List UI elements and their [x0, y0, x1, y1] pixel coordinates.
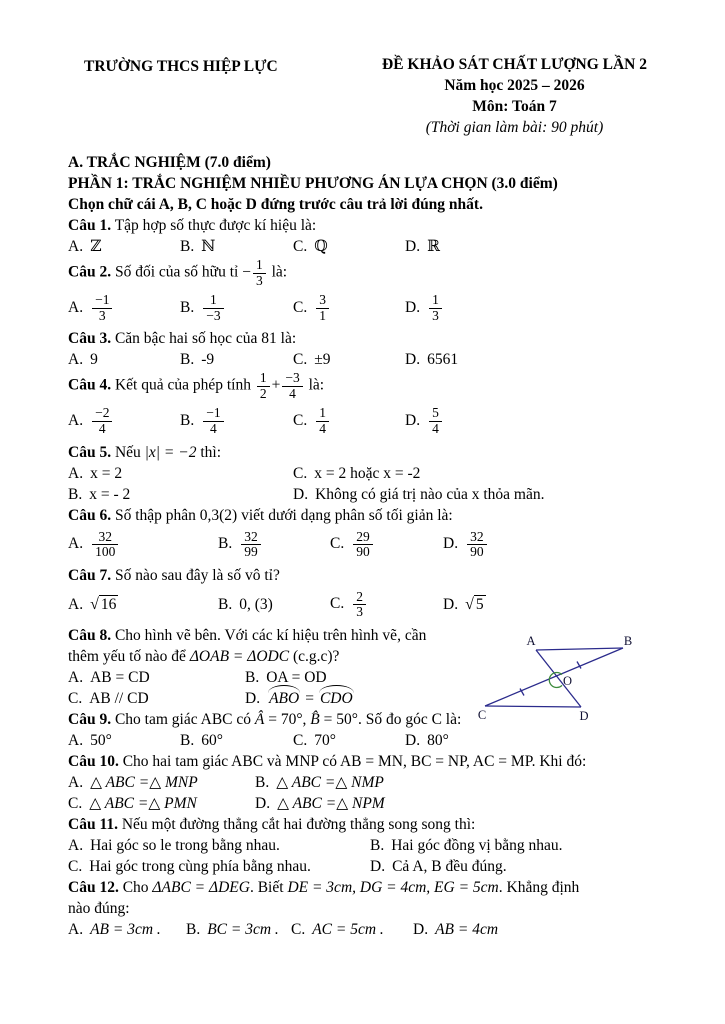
option-d: D. $\frac{1}{3}$	[405, 292, 675, 324]
option-d: D. $\frac{5}{4}$	[405, 405, 675, 437]
option-a: A. $\frac{-1}{3}$	[68, 292, 180, 324]
fraction: $\frac{-1}{4}$	[203, 406, 223, 436]
option-d: D. △ ABC =△ NPM	[255, 794, 385, 812]
option-d: D. Không có giá trị nào của x thỏa mãn.	[293, 485, 545, 503]
question-7: Câu 7. Số nào sau đây là số vô tỉ? A. √ 16 B. 0, (3) C. $\frac{2}{3}$ D. √ 5	[68, 565, 675, 625]
option-c: C. △ ABC =△ PMN	[68, 794, 197, 812]
question-8: Câu 8. Cho hình vẽ bên. Với các kí hiệu trên hình vẽ, cần thêm yếu tố nào để ΔOAB = ΔODC (c.g.c)? A. AB = CD B. OA = OD C. AB // CD D. ABO = CDO A B C D O	[68, 625, 675, 709]
fraction: $\frac{1}{-3}$	[203, 293, 223, 323]
options-row	[68, 835, 675, 856]
minus-sign: −	[242, 263, 251, 281]
fraction: $\frac{-3}{4}$	[282, 371, 302, 401]
option-a: A. 50°	[68, 731, 112, 749]
options-row	[68, 463, 675, 484]
question-2: Câu 2. Số đối của số hữu tỉ − $\frac{1}{3}$ là: A. $\frac{-1}{3}$ B. $\frac{1}{-3}$ C. $\frac{3}{1}$ D. $\frac{1}{3}$	[68, 257, 675, 328]
segment-cd	[485, 706, 581, 707]
options-row	[68, 919, 675, 940]
option-b: B. 0, (3)	[218, 596, 273, 614]
school-name: TRƯỜNG THCS HIỆP LỰC	[84, 58, 278, 75]
option-c: C. $\frac{29}{90}$	[330, 529, 443, 561]
option-a: A. ℤ	[68, 238, 102, 255]
question-12: Câu 12. Cho ΔABC = ΔDEG. Biết DE = 3cm, DG = 4cm, EG = 5cm. Khẳng định nào đúng: A. AB = 3cm . B. BC = 3cm . C. AC = 5cm . D. AB = 4cm	[68, 877, 675, 940]
subject: Môn: Toán 7	[472, 98, 557, 115]
segment-cb	[485, 648, 623, 706]
fraction: $\frac{-1}{3}$	[92, 293, 112, 323]
options-row	[68, 349, 675, 370]
option-c: C. AC = 5cm .	[291, 920, 384, 938]
question-11: Câu 11. Nếu một đường thẳng cắt hai đường thẳng song song thì: A. Hai góc so le trong bằng nhau. B. Hai góc đồng vị bằng nhau. C. Hai góc trong cùng phía bằng nhau. D. Cả A, B đều đúng.	[68, 814, 675, 877]
fraction: $\frac{2}{3}$	[353, 590, 366, 620]
options-row	[68, 856, 675, 877]
option-d: D. 80°	[405, 731, 449, 749]
option-b: B. Hai góc đồng vị bằng nhau.	[370, 836, 563, 854]
angle-arc: CDO	[319, 689, 353, 707]
option-b: B. 60°	[180, 731, 223, 749]
options-row	[68, 688, 498, 709]
options-row	[68, 586, 675, 625]
duration: (Thời gian làm bài: 90 phút)	[425, 119, 604, 136]
option-d: D. ℝ	[405, 238, 440, 255]
option-d: D. $\frac{32}{90}$	[443, 529, 675, 561]
section-a-heading: A. TRẮC NGHIỆM (7.0 điểm)	[68, 154, 271, 171]
question-label: Câu 1.	[68, 217, 112, 234]
question-10: Câu 10. Cho hai tam giác ABC và MNP có AB = MN, BC = NP, AC = MP. Khi đó: A. △ ABC =△ MNP B. △ ABC =△ NMP C. △ ABC =△ PMN D. △ ABC =△ NPM	[68, 751, 675, 814]
option-a: A. √ 16	[68, 596, 117, 614]
option-b: B. $\frac{-1}{4}$	[180, 405, 293, 437]
option-a: A. $\frac{-2}{4}$	[68, 405, 180, 437]
option-c: C. $\frac{1}{4}$	[293, 405, 405, 437]
part1-heading: PHẦN 1: TRẮC NGHIỆM NHIỀU PHƯƠNG ÁN LỰA CHỌN (3.0 điểm)	[68, 175, 558, 192]
section-headings	[68, 152, 675, 215]
label-d: D	[579, 708, 589, 723]
question-4: Câu 4. Kết quả của phép tính $\frac{1}{2}$ + $\frac{-3}{4}$ là: A. $\frac{-2}{4}$ B. $\frac{-1}{4}$ C. $\frac{1}{4}$ D. $\frac{5}{4}$	[68, 370, 675, 441]
square-root: √ 16	[90, 596, 117, 614]
label-b: B	[623, 633, 633, 648]
options-row	[68, 526, 675, 565]
angle-arc: ABO	[269, 689, 300, 707]
option-d: D. ABO = CDO	[245, 689, 353, 707]
option-b: B. BC = 3cm .	[186, 920, 279, 938]
fraction: $\frac{32}{99}$	[241, 530, 261, 560]
side-lengths: DE = 3cm, DG = 4cm, EG = 5cm	[287, 878, 499, 896]
options-row	[68, 402, 675, 441]
angle-a: Â	[254, 710, 265, 728]
plus-sign: +	[271, 376, 281, 394]
option-c: C. ±9	[293, 351, 331, 369]
options-row	[68, 289, 675, 328]
square-root: √ 5	[465, 596, 484, 614]
fraction: $\frac{3}{1}$	[316, 293, 329, 323]
exam-title: ĐỀ KHẢO SÁT CHẤT LƯỢNG LẦN 2	[382, 56, 647, 73]
exam-header-block	[354, 54, 675, 138]
option-b: B. $\frac{1}{-3}$	[180, 292, 293, 324]
geometry-figure	[476, 625, 716, 727]
options-row	[68, 484, 675, 505]
option-b: B. -9	[180, 351, 215, 369]
fraction: $\frac{1}{2}$	[257, 371, 270, 401]
option-b: B. x = - 2	[68, 485, 131, 503]
option-b: B. ℕ	[180, 238, 216, 255]
option-c: C. $\frac{2}{3}$	[330, 589, 443, 621]
option-b: B. △ ABC =△ NMP	[255, 773, 384, 791]
instruction: Chọn chữ cái A, B, C hoặc D đứng trước câu trả lời đúng nhất.	[68, 196, 483, 213]
question-prompt-line2: nào đúng:	[68, 899, 130, 917]
options-row	[68, 236, 675, 257]
question-6: Câu 6. Số thập phân 0,3(2) viết dưới dạng phân số tối giản là: A. $\frac{32}{100}$ B. $\frac{32}{99}$ C. $\frac{29}{90}$ D. $\frac{32}{90}$	[68, 505, 675, 565]
option-d: D. 6561	[405, 351, 459, 369]
option-d: D. AB = 4cm	[413, 920, 499, 938]
question-9: Câu 9. Cho tam giác ABC có Â = 70°, B̂ = 50°. Số đo góc C là: A. 50° B. 60° C. 70° D. 80°	[68, 709, 675, 751]
option-a: A. $\frac{32}{100}$	[68, 529, 218, 561]
option-c: C. 70°	[293, 731, 336, 749]
option-a: A. 9	[68, 351, 98, 369]
triangle-congruence: ΔABC = ΔDEG	[152, 878, 250, 896]
option-d: D. √ 5	[443, 596, 484, 614]
option-c: C. x = 2 hoặc x = -2	[293, 464, 421, 482]
fraction: $\frac{32}{90}$	[467, 530, 487, 560]
question-1	[68, 215, 675, 257]
option-a: A. Hai góc so le trong bằng nhau.	[68, 836, 280, 854]
option-d: D. Cả A, B đều đúng.	[370, 857, 507, 875]
angle-b: B̂	[310, 710, 320, 728]
question-5: Câu 5. Nếu |x| = −2 thì: A. x = 2 C. x = 2 hoặc x = -2 B. x = - 2 D. Không có giá trị nào của x thỏa mãn.	[68, 442, 675, 505]
fraction: $\frac{29}{90}$	[353, 530, 373, 560]
segment-ad	[536, 650, 581, 707]
fraction: $\frac{1}{3}$	[253, 258, 266, 288]
options-row	[68, 772, 675, 793]
abs-value-expression: |x| = −2	[144, 443, 197, 461]
option-a: A. AB = 3cm .	[68, 920, 161, 938]
question-3: Câu 3. Căn bậc hai số học của 81 là: A. 9 B. -9 C. ±9 D. 6561	[68, 328, 675, 370]
header	[68, 54, 675, 138]
triangle-congruence: ΔOAB = ΔODC	[189, 647, 290, 665]
school-year: Năm học 2025 – 2026	[444, 77, 585, 94]
option-c: C. ℚ	[293, 238, 328, 255]
option-b: B. OA = OD	[245, 668, 327, 686]
fraction: $\frac{32}{100}$	[92, 530, 118, 560]
options-row	[68, 793, 675, 814]
option-a: A. AB = CD	[68, 668, 150, 686]
fraction: $\frac{1}{4}$	[316, 406, 329, 436]
label-c: C	[477, 707, 487, 722]
fraction: $\frac{-2}{4}$	[92, 406, 112, 436]
question-prompt: Tập hợp số thực được kí hiệu là:	[114, 217, 317, 234]
option-b: B. $\frac{32}{99}$	[218, 529, 330, 561]
fraction: $\frac{1}{3}$	[429, 293, 442, 323]
option-c: C. $\frac{3}{1}$	[293, 292, 405, 324]
segment-ab	[536, 648, 623, 650]
label-o: O	[563, 673, 573, 688]
fraction: $\frac{5}{4}$	[429, 406, 442, 436]
option-c: C. Hai góc trong cùng phía bằng nhau.	[68, 857, 311, 875]
option-a: A. △ ABC =△ MNP	[68, 773, 198, 791]
options-row	[68, 730, 675, 751]
label-a: A	[526, 633, 536, 648]
option-a: A. x = 2	[68, 464, 123, 482]
option-c: C. AB // CD	[68, 689, 149, 707]
